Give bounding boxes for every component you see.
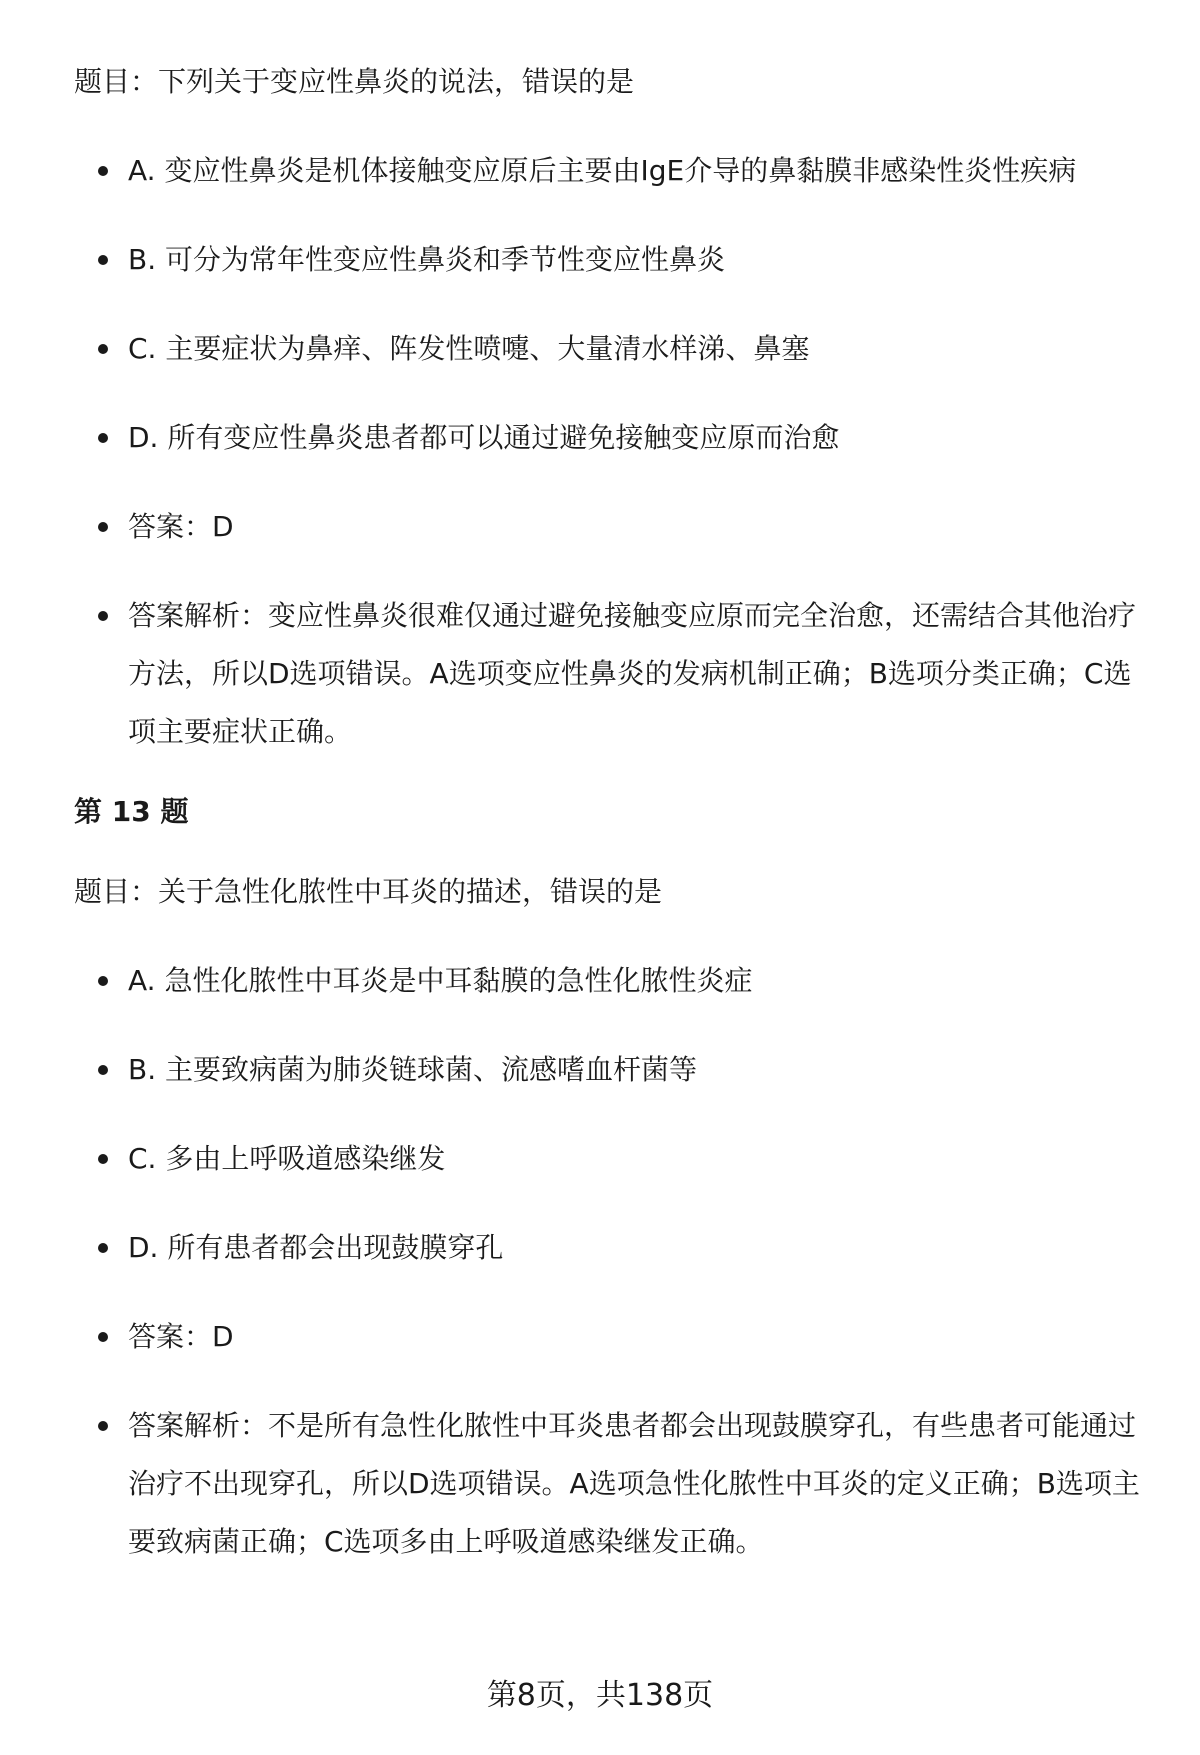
option-b xyxy=(74,231,1154,289)
answer-text: 答案：D xyxy=(128,510,234,543)
option-text: C. 多由上呼吸道感染继发 xyxy=(128,1142,446,1175)
option-c xyxy=(74,1130,1154,1188)
answer-text: 答案：D xyxy=(128,1320,234,1353)
bullet-icon xyxy=(98,611,108,621)
option-text: A. 变应性鼻炎是机体接触变应原后主要由IgE介导的鼻黏膜非感染性炎性疾病 xyxy=(128,154,1077,187)
bullet-icon xyxy=(98,1154,108,1164)
page-number: 第8页，共138页 xyxy=(486,1678,714,1713)
option-text: A. 急性化脓性中耳炎是中耳黏膜的急性化脓性炎症 xyxy=(128,964,753,997)
bullet-icon xyxy=(98,344,108,354)
option-text: B. 主要致病菌为肺炎链球菌、流感嗜血杆菌等 xyxy=(128,1053,698,1086)
option-a xyxy=(74,952,1154,1010)
option-list xyxy=(74,952,1154,1571)
bullet-icon xyxy=(98,1243,108,1253)
option-a xyxy=(74,142,1154,200)
explanation-text: 答案解析：不是所有急性化脓性中耳炎患者都会出现鼓膜穿孔，有些患者可能通过治疗不出现穿孔，所以D选项错误。A选项急性化脓性中耳炎的定义正确；B选项主要致病菌正确；C选项多由上呼吸道感染继发正确。 xyxy=(128,1409,1140,1558)
bullet-icon xyxy=(98,1421,108,1431)
option-c xyxy=(74,320,1154,378)
answer xyxy=(74,498,1154,556)
question-stem: 题目：下列关于变应性鼻炎的说法，错误的是 xyxy=(74,65,635,98)
option-d xyxy=(74,1219,1154,1277)
document-page xyxy=(74,62,1154,1602)
bullet-icon xyxy=(98,1332,108,1342)
question-stem: 题目：关于急性化脓性中耳炎的描述，错误的是 xyxy=(74,875,663,908)
question-title: 第 13 题 xyxy=(74,795,189,828)
option-text: D. 所有患者都会出现鼓膜穿孔 xyxy=(128,1231,504,1264)
option-text: D. 所有变应性鼻炎患者都可以通过避免接触变应原而治愈 xyxy=(128,421,840,454)
bullet-icon xyxy=(98,166,108,176)
option-b xyxy=(74,1041,1154,1099)
bullet-icon xyxy=(98,522,108,532)
bullet-icon xyxy=(98,1065,108,1075)
bullet-icon xyxy=(98,976,108,986)
option-list xyxy=(74,142,1154,761)
option-text: B. 可分为常年性变应性鼻炎和季节性变应性鼻炎 xyxy=(128,243,726,276)
option-d xyxy=(74,409,1154,467)
option-text: C. 主要症状为鼻痒、阵发性喷嚏、大量清水样涕、鼻塞 xyxy=(128,332,810,365)
explanation xyxy=(74,587,1154,761)
bullet-icon xyxy=(98,433,108,443)
bullet-icon xyxy=(98,255,108,265)
explanation xyxy=(74,1397,1154,1571)
answer xyxy=(74,1308,1154,1366)
explanation-text: 答案解析：变应性鼻炎很难仅通过避免接触变应原而完全治愈，还需结合其他治疗方法，所以D选项错误。A选项变应性鼻炎的发病机制正确；B选项分类正确；C选项主要症状正确。 xyxy=(128,599,1137,748)
